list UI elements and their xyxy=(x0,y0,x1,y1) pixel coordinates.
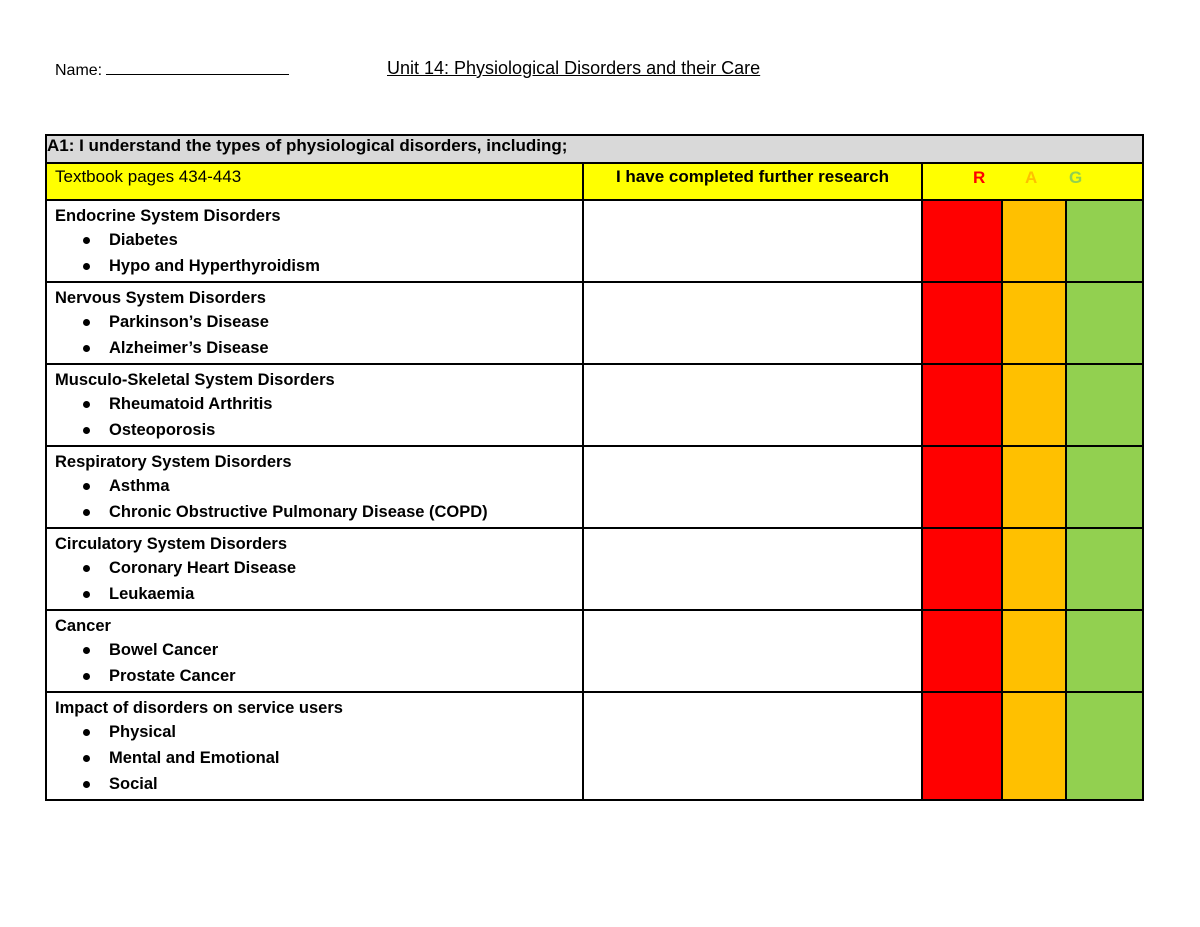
rag-amber-cell[interactable] xyxy=(1002,200,1066,282)
research-cell[interactable] xyxy=(583,610,922,692)
topic-bullet: Parkinson’s Disease xyxy=(83,309,574,335)
topic-title: Endocrine System Disorders xyxy=(55,207,281,225)
name-blank-line[interactable] xyxy=(106,60,289,75)
research-cell[interactable] xyxy=(583,364,922,446)
rag-amber-cell[interactable] xyxy=(1002,446,1066,528)
topic-row xyxy=(46,446,1143,528)
topic-title: Nervous System Disorders xyxy=(55,289,266,307)
rag-checklist-table xyxy=(45,134,1144,801)
page-title: Unit 14: Physiological Disorders and their Care xyxy=(387,58,761,78)
topic-bullet: Rheumatoid Arthritis xyxy=(83,391,574,417)
topic-bullet: Coronary Heart Disease xyxy=(83,555,574,581)
topic-title: Circulatory System Disorders xyxy=(55,535,288,553)
rag-letter-r: R xyxy=(973,168,986,187)
name-label: Name: xyxy=(55,62,103,79)
topic-cell xyxy=(46,446,583,528)
topic-bullet: Physical xyxy=(83,719,574,745)
research-heading: I have completed further research xyxy=(583,163,922,200)
research-cell[interactable] xyxy=(583,692,922,800)
rag-green-cell[interactable] xyxy=(1066,692,1143,800)
rag-amber-cell[interactable] xyxy=(1002,610,1066,692)
rag-green-cell[interactable] xyxy=(1066,446,1143,528)
rag-amber-cell[interactable] xyxy=(1002,692,1066,800)
topic-bullet: Chronic Obstructive Pulmonary Disease (COPD) xyxy=(83,499,574,525)
topic-bullet: Asthma xyxy=(83,473,574,499)
topic-row xyxy=(46,200,1143,282)
topic-row xyxy=(46,610,1143,692)
rag-amber-cell[interactable] xyxy=(1002,364,1066,446)
topic-title: Respiratory System Disorders xyxy=(55,453,292,471)
rag-red-cell[interactable] xyxy=(922,200,1002,282)
rag-amber-cell[interactable] xyxy=(1002,282,1066,364)
rag-green-cell[interactable] xyxy=(1066,610,1143,692)
topic-bullet: Alzheimer’s Disease xyxy=(83,335,574,361)
rag-legend xyxy=(922,163,1143,200)
rag-green-cell[interactable] xyxy=(1066,200,1143,282)
topic-bullet: Mental and Emotional xyxy=(83,745,574,771)
section-heading: A1: I understand the types of physiological disorders, including; xyxy=(46,135,1143,163)
topic-cell xyxy=(46,692,583,800)
section-heading-row xyxy=(46,135,1143,163)
topic-row xyxy=(46,692,1143,800)
rag-red-cell[interactable] xyxy=(922,528,1002,610)
rag-red-cell[interactable] xyxy=(922,446,1002,528)
topic-bullet: Osteoporosis xyxy=(83,417,574,443)
textbook-ref: Textbook pages 434-443 xyxy=(46,163,583,200)
rag-green-cell[interactable] xyxy=(1066,282,1143,364)
topic-row xyxy=(46,364,1143,446)
topic-title: Musculo-Skeletal System Disorders xyxy=(55,371,335,389)
name-field xyxy=(55,60,289,80)
topic-bullet: Social xyxy=(83,771,574,797)
topic-cell xyxy=(46,200,583,282)
rag-red-cell[interactable] xyxy=(922,692,1002,800)
rag-red-cell[interactable] xyxy=(922,282,1002,364)
topic-cell xyxy=(46,282,583,364)
topic-bullet: Hypo and Hyperthyroidism xyxy=(83,253,574,279)
rag-red-cell[interactable] xyxy=(922,610,1002,692)
rag-green-cell[interactable] xyxy=(1066,364,1143,446)
topic-bullet: Bowel Cancer xyxy=(83,637,574,663)
topic-title: Impact of disorders on service users xyxy=(55,699,343,717)
topic-cell xyxy=(46,610,583,692)
topic-bullet: Prostate Cancer xyxy=(83,663,574,689)
research-cell[interactable] xyxy=(583,200,922,282)
topic-row xyxy=(46,282,1143,364)
research-cell[interactable] xyxy=(583,446,922,528)
topic-bullet: Diabetes xyxy=(83,227,574,253)
rag-red-cell[interactable] xyxy=(922,364,1002,446)
topic-cell xyxy=(46,364,583,446)
rag-amber-cell[interactable] xyxy=(1002,528,1066,610)
rag-letter-g: G xyxy=(1069,168,1083,187)
topic-title: Cancer xyxy=(55,617,111,635)
topic-cell xyxy=(46,528,583,610)
research-cell[interactable] xyxy=(583,528,922,610)
topic-row xyxy=(46,528,1143,610)
topic-bullet: Leukaemia xyxy=(83,581,574,607)
subheading-row xyxy=(46,163,1143,200)
rag-green-cell[interactable] xyxy=(1066,528,1143,610)
research-cell[interactable] xyxy=(583,282,922,364)
rag-letter-a: A xyxy=(1025,168,1038,187)
